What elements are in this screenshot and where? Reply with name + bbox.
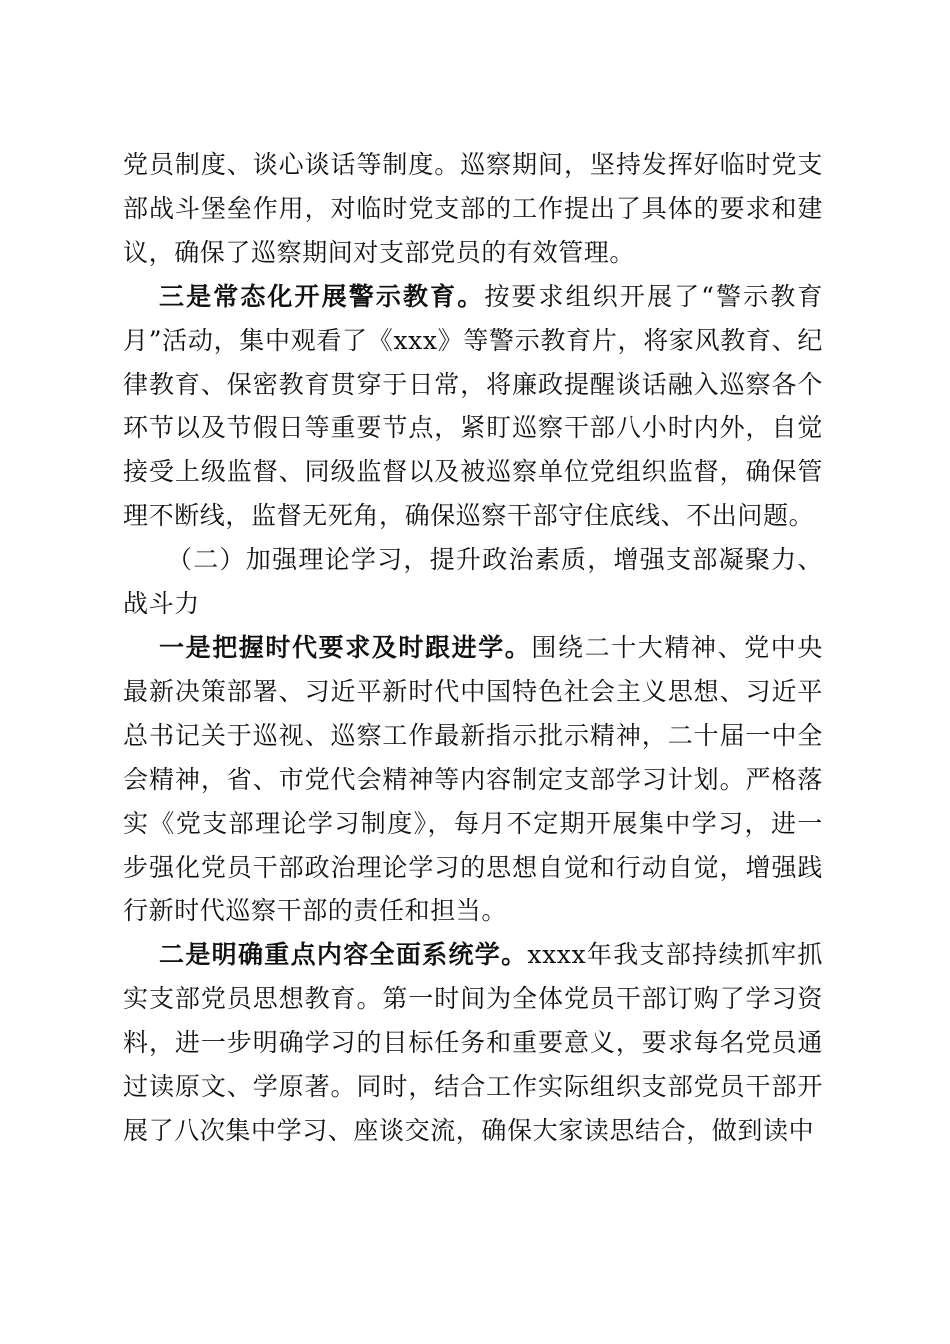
paragraph-text: xxxx年我支部持续抓牢抓实支部党员思想教育。第一时间为全体党员干部订购了学习资料，进一步明确学习的目标任务和重要意义，要求每名党员通过读原文、学原著。同时，结合工作实际组织支部党员干部开展了八次集中学习、座谈交流，确保大家读思结合，做到读中 [123, 940, 824, 1145]
paragraph-party-member-system [123, 143, 823, 275]
paragraph-warning-education [123, 275, 823, 538]
section-heading-text: （二）加强理论学习，提升政治素质，增强支部凝聚力、战斗力 [123, 545, 823, 619]
paragraph-lead: 三是常态化开展警示教育。 [159, 281, 485, 311]
document-body [123, 143, 823, 1153]
paragraph-follow-up-study [123, 626, 823, 933]
paragraph-lead: 二是明确重点内容全面系统学。 [159, 940, 528, 970]
paragraph-lead: 一是把握时代要求及时跟进学。 [159, 632, 532, 662]
paragraph-text: 按要求组织开展了“警示教育月”活动，集中观看了《xxx》等警示教育片，将家风教育、纪律教育、保密教育贯穿于日常，将廉政提醒谈话融入巡察各个环节以及节假日等重要节点，紧盯巡察干部八小时内外，自觉接受上级监督、同级监督以及被巡察单位党组织监督，确保管理不断线，监督无死角，确保巡察干部守住底线、不出问题。 [123, 281, 823, 531]
paragraph-text: 围绕二十大精神、党中央最新决策部署、习近平新时代中国特色社会主义思想、习近平总书记关于巡视、巡察工作最新指示批示精神，二十届一中全会精神，省、市党代会精神等内容制定支部学习计划。严格落实《党支部理论学习制度》，每月不定期开展集中学习，进一步强化党员干部政治理论学习的思想自觉和行动自觉，增强践行新时代巡察干部的责任和担当。 [123, 632, 824, 926]
paragraph-systematic-study [123, 933, 823, 1153]
section-heading-theory-study [123, 538, 823, 626]
paragraph-text: 党员制度、谈心谈话等制度。巡察期间，坚持发挥好临时党支部战斗堡垒作用，对临时党支部的工作提出了具体的要求和建议，确保了巡察期间对支部党员的有效管理。 [123, 150, 823, 267]
